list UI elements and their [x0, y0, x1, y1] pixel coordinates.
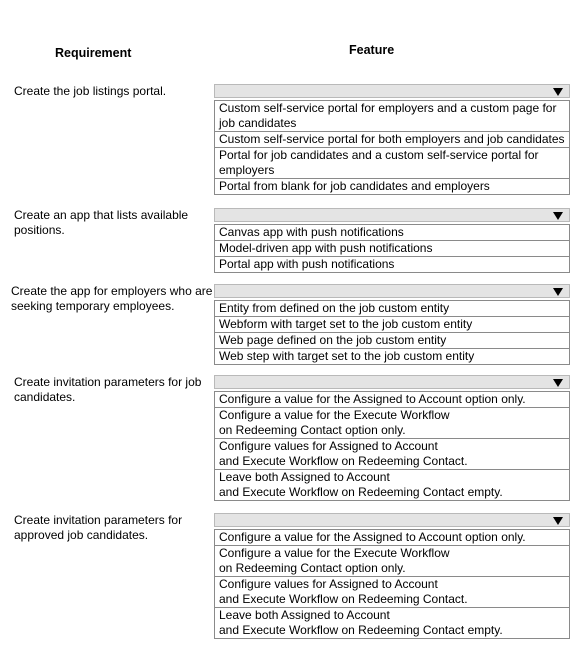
dropdown-option[interactable]: Webform with target set to the job custom entity: [214, 317, 570, 333]
dropdown-arrow-icon[interactable]: [553, 212, 563, 220]
dropdown-arrow-icon[interactable]: [553, 517, 563, 525]
dropdown-option[interactable]: Portal for job candidates and a custom self-service portal for employers: [214, 148, 570, 179]
dropdown-option[interactable]: Configure a value for the Execute Workflow on Redeeming Contact option only.: [214, 408, 570, 439]
dropdown-options: [214, 391, 570, 501]
dropdown-option[interactable]: Portal app with push notifications: [214, 257, 570, 273]
dropdown-option[interactable]: Model-driven app with push notifications: [214, 241, 570, 257]
dropdown-option[interactable]: Leave both Assigned to Account and Execute Workflow on Redeeming Contact empty.: [214, 470, 570, 501]
dropdown-option[interactable]: Configure values for Assigned to Account and Execute Workflow on Redeeming Contact.: [214, 577, 570, 608]
dropdown-selector[interactable]: [214, 284, 570, 298]
requirement-text: Create invitation parameters for job candidates.: [14, 375, 202, 404]
dropdown-option[interactable]: Custom self-service portal for both employers and job candidates: [214, 132, 570, 148]
dropdown-option[interactable]: Leave both Assigned to Account and Execute Workflow on Redeeming Contact empty.: [214, 608, 570, 639]
requirement-text: Create the job listings portal.: [14, 84, 167, 98]
feature-dropdown[interactable]: [214, 208, 570, 273]
feature-dropdown[interactable]: [214, 375, 570, 501]
dropdown-option[interactable]: Portal from blank for job candidates and employers: [214, 179, 570, 195]
dropdown-option[interactable]: Configure a value for the Assigned to Account option only.: [214, 391, 570, 408]
dropdown-arrow-icon[interactable]: [553, 288, 563, 296]
dropdown-selector[interactable]: [214, 375, 570, 389]
feature-dropdown[interactable]: [214, 513, 570, 639]
dropdown-option[interactable]: Canvas app with push notifications: [214, 224, 570, 241]
dropdown-arrow-icon[interactable]: [553, 88, 563, 96]
dropdown-options: [214, 100, 570, 195]
dropdown-option[interactable]: Configure a value for the Assigned to Account option only.: [214, 529, 570, 546]
requirement-header: Requirement: [55, 46, 132, 60]
dropdown-selector[interactable]: [214, 208, 570, 222]
feature-header: Feature: [349, 43, 395, 57]
requirement-text: Create an app that lists available positions.: [14, 208, 189, 237]
dropdown-options: [214, 224, 570, 273]
feature-dropdown[interactable]: [214, 84, 570, 195]
dropdown-option[interactable]: Configure values for Assigned to Account and Execute Workflow on Redeeming Contact.: [214, 439, 570, 470]
dropdown-selector[interactable]: [214, 513, 570, 527]
dropdown-selector[interactable]: [214, 84, 570, 98]
requirement-text: Create the app for employers who are seeking temporary employees.: [11, 284, 213, 313]
dropdown-option[interactable]: Entity from defined on the job custom entity: [214, 300, 570, 317]
dropdown-option[interactable]: Web step with target set to the job custom entity: [214, 349, 570, 365]
dropdown-option[interactable]: Custom self-service portal for employers and a custom page for job candidates: [214, 100, 570, 132]
dropdown-options: [214, 529, 570, 639]
dropdown-option[interactable]: Configure a value for the Execute Workflow on Redeeming Contact option only.: [214, 546, 570, 577]
feature-dropdown[interactable]: [214, 284, 570, 365]
dropdown-option[interactable]: Web page defined on the job custom entity: [214, 333, 570, 349]
dropdown-options: [214, 300, 570, 365]
requirement-text: Create invitation parameters for approved job candidates.: [14, 513, 183, 542]
dropdown-arrow-icon[interactable]: [553, 379, 563, 387]
